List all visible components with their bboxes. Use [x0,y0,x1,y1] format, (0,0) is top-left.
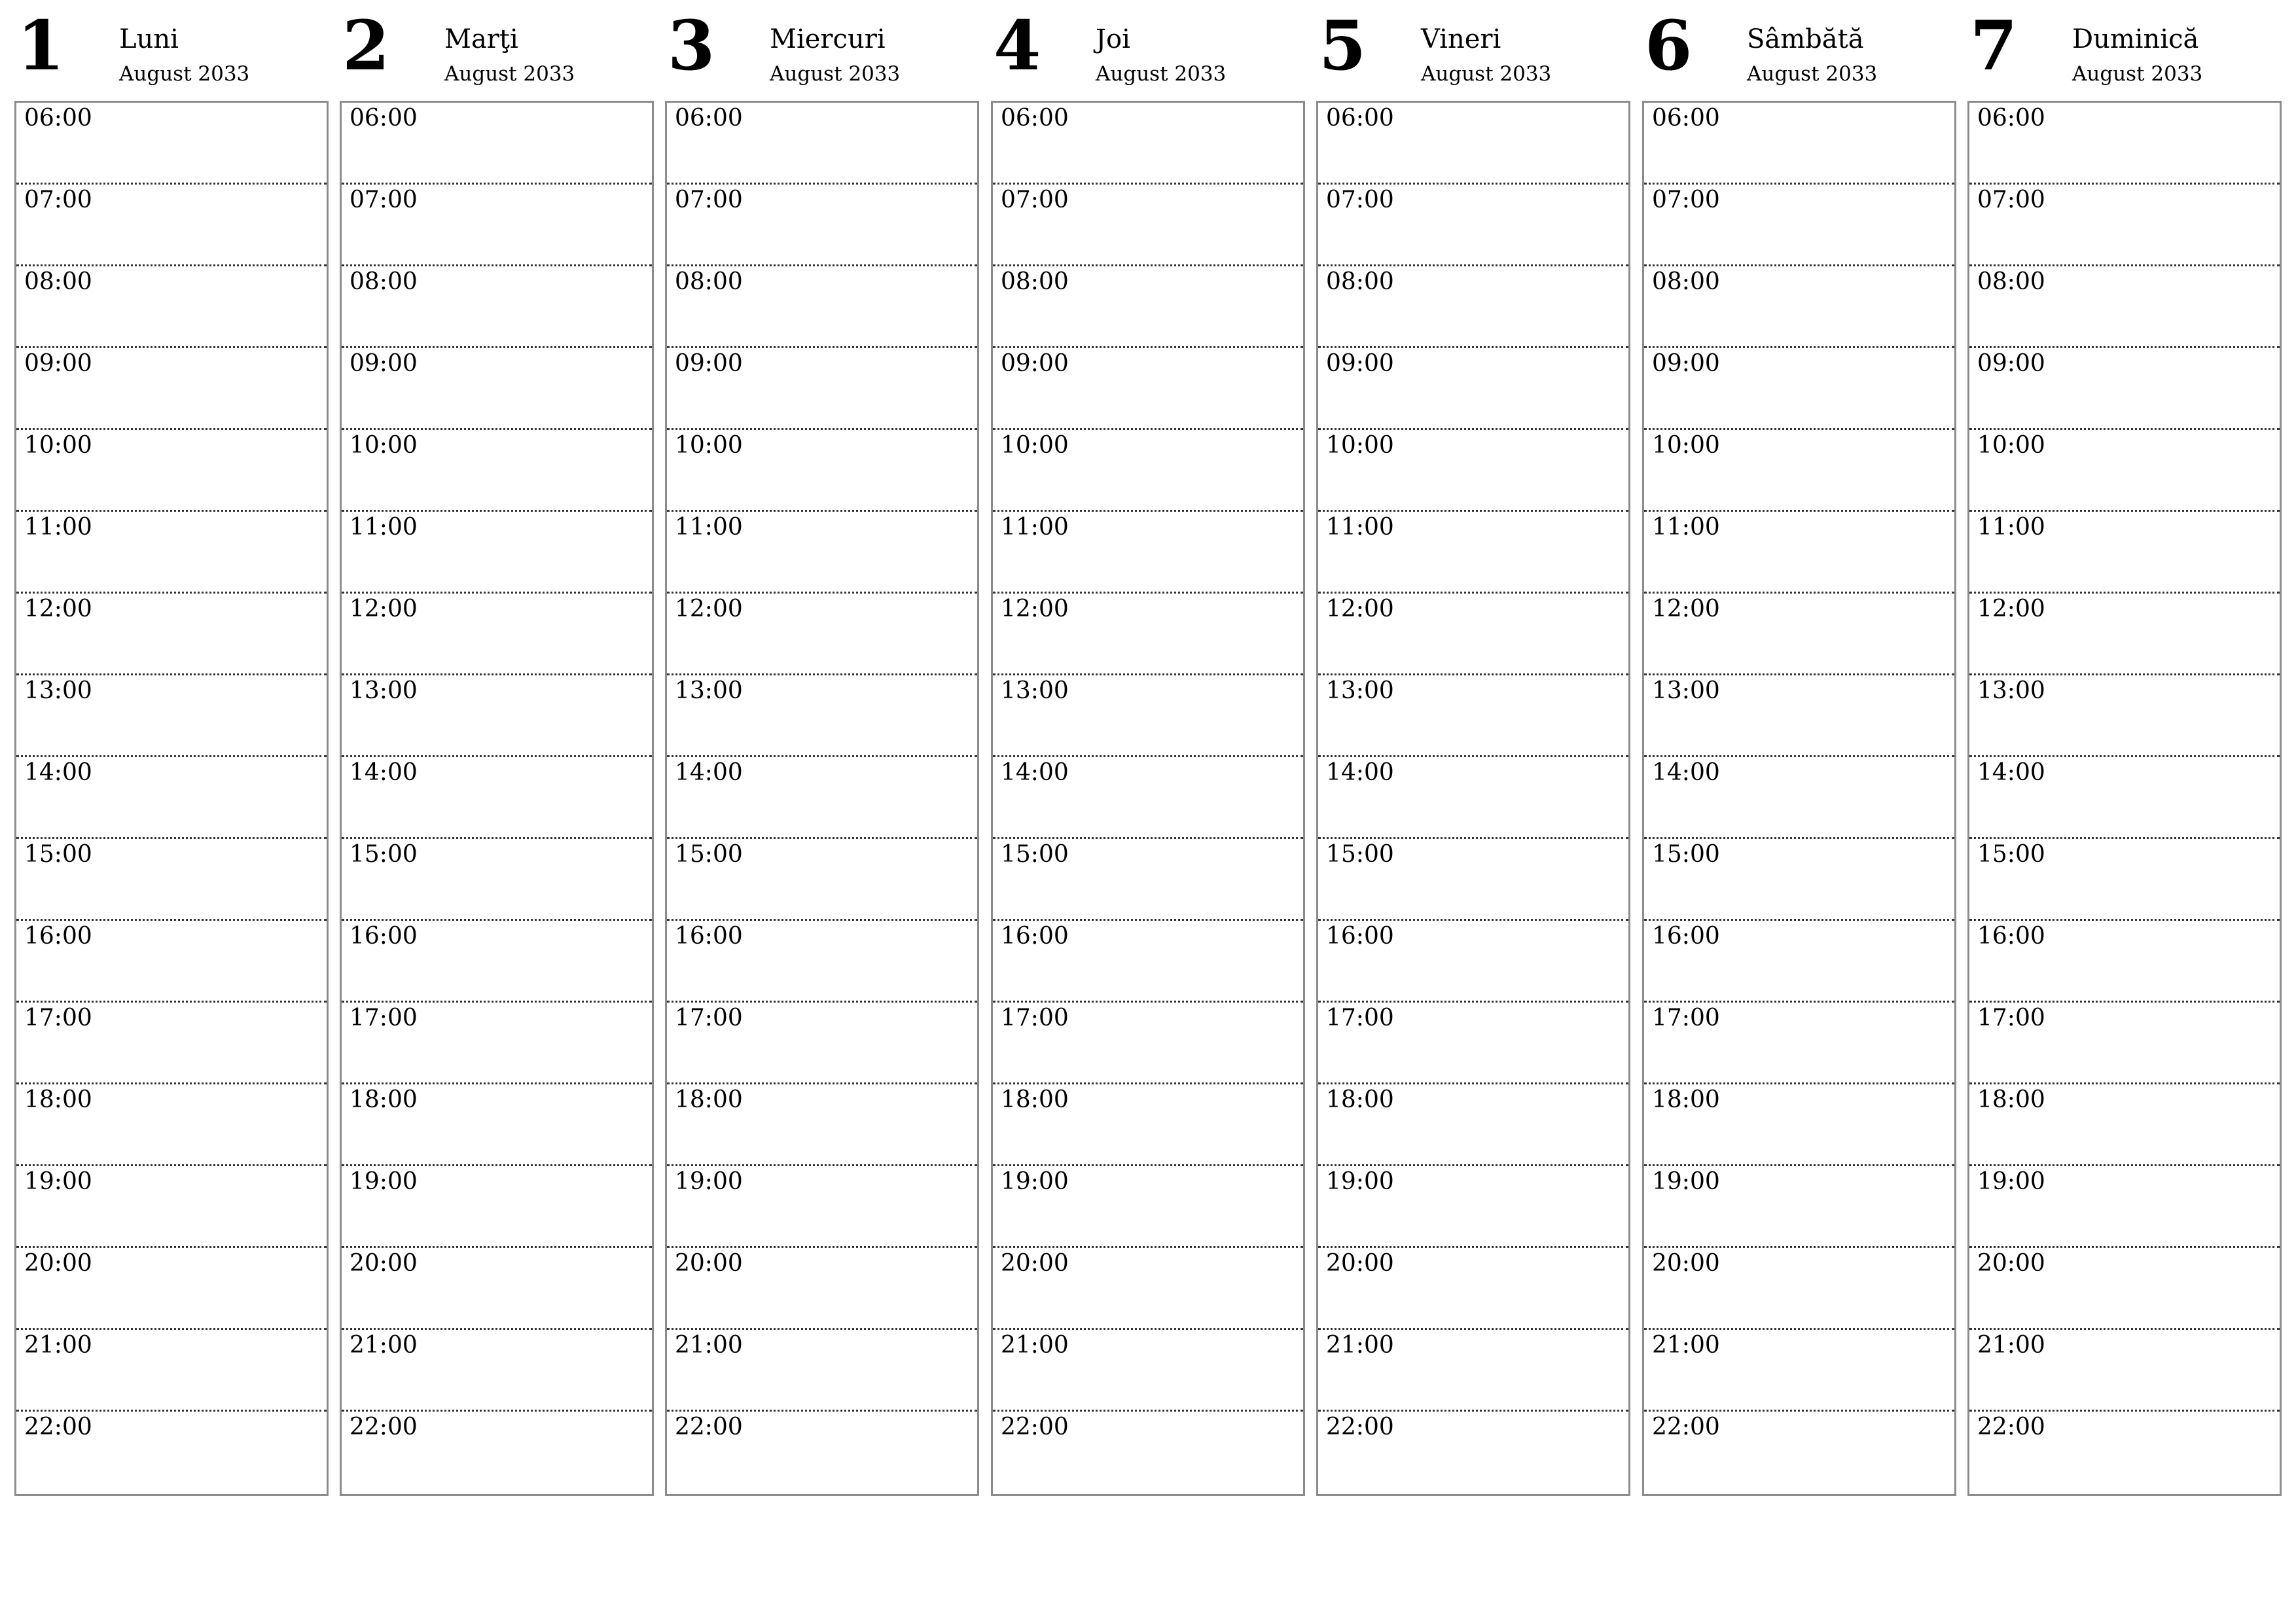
time-slot[interactable] [16,1166,327,1248]
time-slot-label: 22:00 [1977,1414,2045,1440]
day-month: August 2033 [1747,62,1878,86]
time-slot[interactable] [342,1166,652,1248]
time-slot-label: 16:00 [1652,923,1720,950]
time-slot-label: 18:00 [675,1086,743,1113]
time-slot[interactable] [667,512,977,594]
time-slot-label: 22:00 [1326,1414,1394,1440]
time-slot[interactable] [993,1003,1303,1084]
time-slot[interactable] [16,1330,327,1412]
time-slot[interactable] [993,430,1303,512]
time-slot[interactable] [1969,1166,2280,1248]
time-slot[interactable] [993,594,1303,675]
time-slot-label: 15:00 [675,841,743,868]
time-slot-label: 17:00 [1652,1005,1720,1031]
time-slot-label: 07:00 [1001,187,1069,213]
time-slot-label: 10:00 [1977,432,2045,459]
time-slot-label: 12:00 [675,596,743,622]
day-name: Miercuri [770,24,886,54]
time-slot-label: 22:00 [1652,1414,1720,1440]
time-slot-label: 14:00 [1977,759,2045,786]
time-slot[interactable] [16,757,327,839]
time-slot-label: 22:00 [24,1414,92,1440]
time-slot-label: 22:00 [1001,1414,1069,1440]
time-slot-label: 15:00 [1001,841,1069,868]
time-slot-label: 08:00 [350,268,418,295]
day-header [340,0,653,98]
time-slot[interactable] [1318,1166,1628,1248]
day-month: August 2033 [444,62,575,86]
time-slot[interactable] [342,1084,652,1166]
day-name: Sâmbătă [1747,24,1864,54]
time-slot-label: 06:00 [1652,105,1720,132]
time-slot-label: 11:00 [1001,514,1069,541]
time-slot-label: 06:00 [350,105,418,132]
time-slot[interactable] [16,512,327,594]
time-slot[interactable] [342,348,652,430]
time-slot-label: 13:00 [1001,677,1069,704]
time-slot[interactable] [1969,1003,2280,1084]
time-slot-label: 09:00 [1652,350,1720,377]
time-slot[interactable] [1318,1084,1628,1166]
time-slot-label: 11:00 [1652,514,1720,541]
day-number: 6 [1645,5,1693,86]
time-slot-label: 12:00 [1001,596,1069,622]
time-slot-label: 07:00 [1652,187,1720,213]
hour-grid [665,101,979,1496]
time-slot-label: 19:00 [1652,1168,1720,1195]
time-slot-label: 19:00 [1001,1168,1069,1195]
time-slot-label: 20:00 [675,1250,743,1277]
time-slot-label: 10:00 [675,432,743,459]
time-slot-label: 15:00 [1977,841,2045,868]
time-slot-label: 21:00 [1652,1332,1720,1359]
day-column [340,0,653,1499]
day-month: August 2033 [1421,62,1552,86]
time-slot-label: 21:00 [675,1332,743,1359]
day-header [1316,0,1629,98]
time-slot[interactable] [1644,1166,1954,1248]
day-header [1642,0,1955,98]
time-slot[interactable] [342,594,652,675]
time-slot-label: 14:00 [1652,759,1720,786]
time-slot-label: 19:00 [675,1168,743,1195]
time-slot[interactable] [1644,1003,1954,1084]
day-number: 2 [342,5,390,86]
time-slot[interactable] [1969,1412,2280,1494]
time-slot[interactable] [342,757,652,839]
day-header [991,0,1304,98]
time-slot-label: 16:00 [350,923,418,950]
time-slot-label: 12:00 [24,596,92,622]
time-slot-label: 08:00 [24,268,92,295]
time-slot-label: 17:00 [350,1005,418,1031]
day-name: Vineri [1421,24,1501,54]
time-slot-label: 19:00 [24,1168,92,1195]
time-slot-label: 07:00 [350,187,418,213]
day-column [991,0,1304,1499]
time-slot-label: 11:00 [1326,514,1394,541]
hour-grid [1967,101,2282,1496]
time-slot-label: 09:00 [1001,350,1069,377]
time-slot-label: 09:00 [350,350,418,377]
time-slot[interactable] [1644,594,1954,675]
time-slot-label: 10:00 [1652,432,1720,459]
time-slot-label: 11:00 [24,514,92,541]
day-header [14,0,327,98]
time-slot[interactable] [667,839,977,921]
time-slot-label: 10:00 [1326,432,1394,459]
time-slot-label: 17:00 [675,1005,743,1031]
time-slot-label: 12:00 [1977,596,2045,622]
time-slot-label: 13:00 [675,677,743,704]
time-slot[interactable] [1318,1003,1628,1084]
time-slot[interactable] [667,1084,977,1166]
time-slot-label: 07:00 [1326,187,1394,213]
time-slot-label: 15:00 [24,841,92,868]
time-slot-label: 13:00 [1652,677,1720,704]
time-slot[interactable] [993,921,1303,1003]
time-slot-label: 18:00 [350,1086,418,1113]
hour-grid [991,101,1305,1496]
time-slot[interactable] [1644,757,1954,839]
time-slot-label: 09:00 [1326,350,1394,377]
time-slot-label: 11:00 [350,514,418,541]
time-slot-label: 16:00 [1977,923,2045,950]
time-slot[interactable] [1318,1330,1628,1412]
day-number: 1 [17,5,65,86]
time-slot[interactable] [16,1003,327,1084]
time-slot[interactable] [342,266,652,348]
time-slot-label: 18:00 [1326,1086,1394,1113]
time-slot-label: 08:00 [1652,268,1720,295]
day-month: August 2033 [1096,62,1227,86]
time-slot-label: 14:00 [1326,759,1394,786]
time-slot-label: 18:00 [1652,1086,1720,1113]
time-slot-label: 08:00 [1001,268,1069,295]
time-slot[interactable] [1644,1412,1954,1494]
day-name: Luni [119,24,179,54]
time-slot-label: 08:00 [675,268,743,295]
time-slot[interactable] [1644,921,1954,1003]
time-slot-label: 07:00 [24,187,92,213]
day-name: Marţi [444,24,518,54]
time-slot-label: 21:00 [1001,1332,1069,1359]
time-slot-label: 18:00 [1001,1086,1069,1113]
time-slot-label: 13:00 [1326,677,1394,704]
time-slot[interactable] [16,675,327,757]
time-slot-label: 13:00 [1977,677,2045,704]
time-slot[interactable] [1969,757,2280,839]
time-slot[interactable] [993,757,1303,839]
day-number: 7 [1970,5,2018,86]
time-slot[interactable] [342,430,652,512]
time-slot-label: 19:00 [350,1168,418,1195]
time-slot-label: 21:00 [350,1332,418,1359]
day-month: August 2033 [770,62,901,86]
time-slot[interactable] [342,1003,652,1084]
day-month: August 2033 [2072,62,2203,86]
time-slot[interactable] [993,675,1303,757]
time-slot[interactable] [667,430,977,512]
time-slot-label: 07:00 [1977,187,2045,213]
time-slot[interactable] [1644,1330,1954,1412]
time-slot[interactable] [1644,512,1954,594]
day-name: Joi [1096,24,1130,54]
time-slot[interactable] [1318,348,1628,430]
time-slot-label: 11:00 [1977,514,2045,541]
time-slot-label: 15:00 [350,841,418,868]
time-slot-label: 21:00 [24,1332,92,1359]
time-slot-label: 12:00 [350,596,418,622]
time-slot[interactable] [16,266,327,348]
time-slot[interactable] [993,103,1303,185]
time-slot-label: 16:00 [675,923,743,950]
time-slot[interactable] [1969,348,2280,430]
time-slot[interactable] [993,1412,1303,1494]
time-slot[interactable] [993,1166,1303,1248]
time-slot-label: 14:00 [24,759,92,786]
time-slot-label: 15:00 [1326,841,1394,868]
day-column [665,0,978,1499]
time-slot[interactable] [993,266,1303,348]
day-month: August 2033 [119,62,250,86]
day-name: Duminică [2072,24,2199,54]
time-slot[interactable] [1318,1248,1628,1330]
time-slot[interactable] [1318,594,1628,675]
time-slot[interactable] [342,185,652,266]
time-slot-label: 09:00 [1977,350,2045,377]
time-slot[interactable] [342,103,652,185]
time-slot-label: 20:00 [1001,1250,1069,1277]
time-slot[interactable] [667,185,977,266]
time-slot[interactable] [667,921,977,1003]
day-column [1642,0,1955,1499]
time-slot-label: 08:00 [1326,268,1394,295]
time-slot-label: 10:00 [24,432,92,459]
time-slot[interactable] [1644,266,1954,348]
day-header [665,0,978,98]
time-slot[interactable] [16,1248,327,1330]
time-slot-label: 16:00 [1326,923,1394,950]
time-slot-label: 14:00 [350,759,418,786]
time-slot[interactable] [1644,1084,1954,1166]
time-slot[interactable] [1318,103,1628,185]
time-slot-label: 20:00 [350,1250,418,1277]
time-slot[interactable] [16,348,327,430]
time-slot-label: 11:00 [675,514,743,541]
time-slot[interactable] [1969,839,2280,921]
time-slot-label: 19:00 [1977,1168,2045,1195]
time-slot[interactable] [16,103,327,185]
time-slot-label: 14:00 [1001,759,1069,786]
time-slot[interactable] [16,839,327,921]
time-slot[interactable] [667,757,977,839]
time-slot[interactable] [667,594,977,675]
time-slot-label: 20:00 [24,1250,92,1277]
day-header [1967,0,2280,98]
time-slot[interactable] [16,185,327,266]
time-slot[interactable] [667,1330,977,1412]
time-slot[interactable] [342,512,652,594]
time-slot[interactable] [1969,1084,2280,1166]
time-slot[interactable] [16,1084,327,1166]
time-slot[interactable] [1969,675,2280,757]
time-slot[interactable] [1969,1248,2280,1330]
time-slot[interactable] [1969,1330,2280,1412]
time-slot-label: 17:00 [1977,1005,2045,1031]
time-slot[interactable] [342,1330,652,1412]
time-slot-label: 06:00 [1001,105,1069,132]
time-slot-label: 20:00 [1977,1250,2045,1277]
time-slot-label: 07:00 [675,187,743,213]
time-slot[interactable] [667,1412,977,1494]
day-number: 4 [994,5,1041,86]
time-slot[interactable] [1644,185,1954,266]
time-slot[interactable] [1969,185,2280,266]
time-slot[interactable] [993,348,1303,430]
hour-grid [1642,101,1956,1496]
time-slot[interactable] [16,430,327,512]
time-slot-label: 12:00 [1652,596,1720,622]
time-slot[interactable] [1644,430,1954,512]
time-slot[interactable] [667,1003,977,1084]
time-slot-label: 06:00 [675,105,743,132]
time-slot[interactable] [1318,757,1628,839]
time-slot[interactable] [342,839,652,921]
hour-grid [1316,101,1630,1496]
time-slot-label: 16:00 [1001,923,1069,950]
time-slot[interactable] [1644,839,1954,921]
day-column [1316,0,1629,1499]
time-slot[interactable] [16,1412,327,1494]
time-slot-label: 17:00 [1326,1005,1394,1031]
time-slot-label: 21:00 [1977,1332,2045,1359]
time-slot[interactable] [1318,185,1628,266]
time-slot[interactable] [667,1166,977,1248]
time-slot-label: 09:00 [24,350,92,377]
time-slot-label: 06:00 [1977,105,2045,132]
time-slot[interactable] [1644,103,1954,185]
time-slot[interactable] [667,266,977,348]
time-slot-label: 13:00 [350,677,418,704]
time-slot[interactable] [1644,675,1954,757]
time-slot[interactable] [342,1248,652,1330]
time-slot-label: 20:00 [1652,1250,1720,1277]
time-slot-label: 18:00 [1977,1086,2045,1113]
time-slot[interactable] [1318,675,1628,757]
time-slot-label: 21:00 [1326,1332,1394,1359]
time-slot-label: 22:00 [350,1414,418,1440]
time-slot-label: 16:00 [24,923,92,950]
time-slot[interactable] [667,675,977,757]
day-column [1967,0,2280,1499]
time-slot[interactable] [16,594,327,675]
time-slot-label: 10:00 [350,432,418,459]
time-slot-label: 06:00 [1326,105,1394,132]
time-slot[interactable] [993,512,1303,594]
time-slot[interactable] [1318,512,1628,594]
time-slot[interactable] [1969,266,2280,348]
time-slot[interactable] [16,921,327,1003]
time-slot-label: 12:00 [1326,596,1394,622]
time-slot[interactable] [1644,348,1954,430]
time-slot[interactable] [1318,266,1628,348]
time-slot-label: 20:00 [1326,1250,1394,1277]
time-slot-label: 17:00 [24,1005,92,1031]
hour-grid [340,101,654,1496]
time-slot-label: 22:00 [675,1414,743,1440]
time-slot[interactable] [1969,921,2280,1003]
time-slot[interactable] [1318,430,1628,512]
time-slot[interactable] [667,348,977,430]
time-slot-label: 18:00 [24,1086,92,1113]
time-slot[interactable] [342,1412,652,1494]
time-slot[interactable] [1969,430,2280,512]
time-slot[interactable] [667,1248,977,1330]
time-slot[interactable] [1969,512,2280,594]
day-number: 3 [668,5,715,86]
time-slot-label: 14:00 [675,759,743,786]
day-column [14,0,327,1499]
day-number: 5 [1319,5,1367,86]
time-slot[interactable] [993,1330,1303,1412]
time-slot-label: 15:00 [1652,841,1720,868]
time-slot[interactable] [1969,103,2280,185]
time-slot[interactable] [667,103,977,185]
time-slot[interactable] [1969,594,2280,675]
time-slot-label: 10:00 [1001,432,1069,459]
time-slot-label: 17:00 [1001,1005,1069,1031]
time-slot[interactable] [993,185,1303,266]
time-slot-label: 08:00 [1977,268,2045,295]
time-slot[interactable] [342,921,652,1003]
time-slot[interactable] [1318,921,1628,1003]
time-slot[interactable] [993,1084,1303,1166]
time-slot[interactable] [1318,839,1628,921]
time-slot-label: 09:00 [675,350,743,377]
time-slot[interactable] [993,1248,1303,1330]
time-slot[interactable] [1318,1412,1628,1494]
time-slot[interactable] [1644,1248,1954,1330]
hour-grid [14,101,329,1496]
time-slot-label: 19:00 [1326,1168,1394,1195]
time-slot-label: 13:00 [24,677,92,704]
time-slot[interactable] [342,675,652,757]
time-slot[interactable] [993,839,1303,921]
time-slot-label: 06:00 [24,105,92,132]
